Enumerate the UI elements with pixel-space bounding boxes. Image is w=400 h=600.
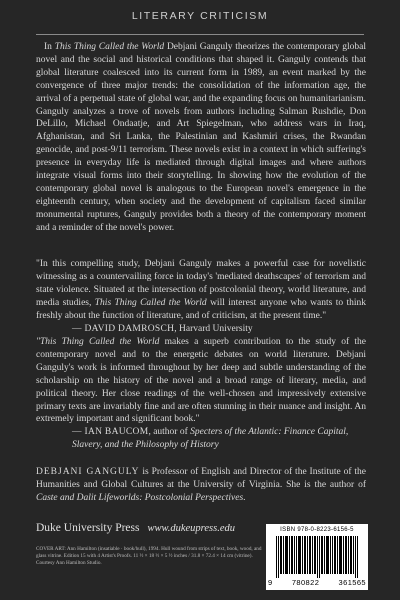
bio-book-title: Caste and Dalit Lifeworlds: Postcolonial Perspectives — [36, 492, 244, 503]
barcode-icon — [276, 536, 360, 578]
attribution-name: — IAN BAUCOM — [72, 427, 149, 438]
author-bio — [36, 466, 366, 505]
blurb-text-post: makes a superb contribution to the study of the contemporary novel and to the energetic debates on world literature. Debjani Ganguly's work is informed throughout by her deep and subtle understanding of the scholarship on the history of the novel and a broad range of literary, media, and political theory. Her close readings of the well-chosen and impressively extensive primary texts are invariably fine and are often stunning in their nuance and insight. An extremely important and significant book." — [36, 337, 366, 425]
desc-body: Debjani Ganguly theorizes the contemporary global novel and the social and historical conditions that shaped it. Ganguly contends that global literature coalesced into its current form in 1989, an event marked by the convergence of three major trends: the consolidation of the information age, the arrival of a perpetual state of global war, and the expanding focus on humanitarianism. Ganguly analyzes a trove of novels from authors including Salman Rushdie, Don DeLillo, Michael Ondaatje, and Art Spiegelman, who address wars in Iraq, Afghanistan, and Sri Lanka, the Palestinian and Kashmiri crises, the Rwandan genocide, and post-9/11 terrorism. These novels exist in a context in which suffering's presence in everyday life is mediated through digital images and where authors integrate visual forms into their storytelling. In showing how the evolution of the contemporary global novel is analogous to the European novel's emergence in the eighteenth century, when society and the development of capitalism faced similar monumental ruptures, Ganguly provides both a theory of the contemporary moment and a reminder of the novel's power. — [36, 42, 367, 233]
publisher-name: Duke University Press — [36, 522, 140, 534]
desc-title: This Thing Called the World — [54, 42, 165, 52]
attribution-book: Specters of the Atlantic: Finance Capital, Slavery, and the Philosophy of History — [72, 427, 349, 451]
attribution-mid: , author of — [148, 427, 191, 438]
publisher-url: www.dukeupress.edu — [147, 523, 235, 534]
attribution-affiliation: , Harvard University — [174, 323, 253, 334]
isbn-label: ISBN 978-0-8223-6156-5 — [280, 527, 354, 533]
desc-lead: In — [44, 42, 55, 52]
barcode-digits-right: 361565 — [338, 578, 366, 587]
blurb-damrosch — [36, 258, 366, 335]
bio-author-name: DEBJANI GANGULY — [36, 467, 140, 477]
cover-art-credit: COVER ART: Ann Hamilton (insatiable · book/hull), 1994. Hull wound from strips of text, book, wood, and glass vitrine. Edition 15 with 4 Artist's Proofs. 11 ½ × 18 ½ × 5 ½ inches / 31.8 × 72.4 × 14 cm (vitrine). Courtesy Ann Hamilton Studio. — [36, 546, 262, 566]
header-rule — [36, 34, 364, 35]
publisher-line — [36, 522, 235, 534]
blurb-text — [36, 258, 366, 323]
blurb-baucom — [36, 336, 366, 452]
isbn-barcode — [266, 524, 368, 590]
blurb-text-pre: "In this compelling study, Debjani Ganguly makes a powerful case for novelistic witnessing as a countervailing force in today's 'mediated deathscapes' of terrorism and state violence. Situated at the intersection of postcolonial theory, world literature, and media studies, — [36, 259, 366, 308]
barcode-digits — [268, 578, 366, 587]
blurb-book-title: This Thing Called the World — [94, 297, 207, 308]
blurb-text — [36, 336, 366, 426]
blurb-attribution — [36, 426, 366, 452]
barcode-digits-left: 780822 — [291, 578, 320, 587]
bio-text: is Professor of English and Director of the Institute of the Humanities and Global Cultures at the University of Virginia. She is the author of — [36, 467, 366, 490]
attribution-name: — DAVID DAMROSCH — [72, 323, 175, 334]
bio-end: . — [243, 492, 246, 503]
category-label: LITERARY CRITICISM — [131, 10, 269, 22]
blurb-book-title: "This Thing Called the World — [36, 337, 160, 347]
barcode-digit-lead: 9 — [268, 578, 273, 587]
book-description — [36, 41, 366, 235]
blurb-text-post: will interest anyone who wants to think freshly about the function of literature, and of criticism, at the present time." — [36, 297, 367, 321]
blurb-attribution — [36, 323, 366, 336]
